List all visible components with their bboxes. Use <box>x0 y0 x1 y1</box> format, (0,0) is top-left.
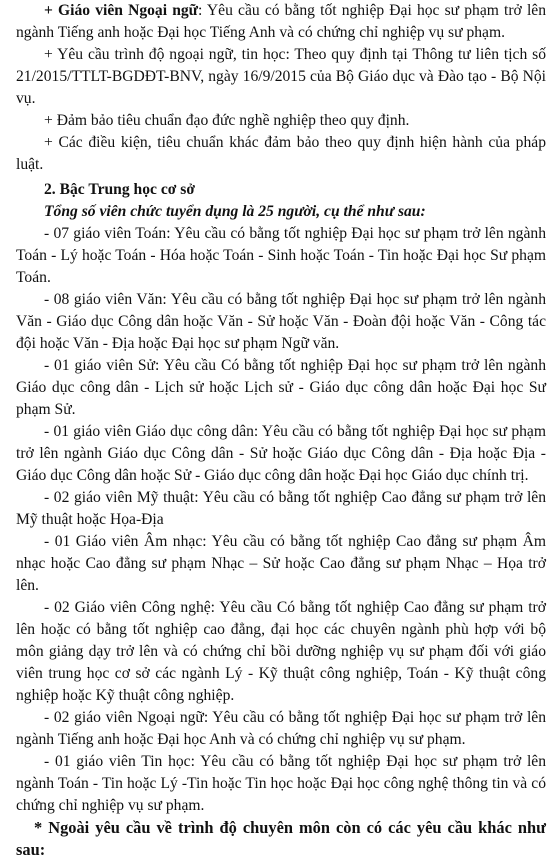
paragraph-foreign-language-teacher <box>16 0 546 44</box>
paragraph-ethics-standard: + Đảm bảo tiêu chuẩn đạo đức nghề nghiệp theo quy định. <box>44 112 410 129</box>
paragraph-other-conditions: + Các điều kiện, tiêu chuẩn khác đảm bảo theo quy định hiện hành của pháp luật. <box>16 134 546 173</box>
list-item: - 02 Giáo viên Công nghệ: Yêu cầu Có bằng tốt nghiệp Cao đẳng sư phạm trở lên hoặc có bằng tốt nghiệp cao đẳng, đại học các chuyên ngành phù hợp với bộ môn giảng dạy trở lên và có chứng chỉ bồi dưỡng nghiệp vụ sư phạm đối với giáo viên trung học cơ sở các ngành Lý - Kỹ thuật công nghiệp, Toán - Kỹ thuật công nghiệp hoặc Kỹ thuật công nghiệp. <box>16 599 546 704</box>
list-item: - 01 giáo viên Tin học: Yêu cầu có bằng tốt nghiệp Đại học sư phạm trở lên ngành Toán - Tin hoặc Lý -Tin hoặc Tin học hoặc Đại học công nghệ thông tin và có chứng chỉ nghiệp vụ sư phạm. <box>16 753 546 814</box>
bold-label: + Giáo viên Ngoại ngữ <box>44 2 199 19</box>
list-item: - 02 giáo viên Ngoại ngữ: Yêu cầu có bằng tốt nghiệp Đại học sư phạm trở lên ngành Tiếng anh hoặc Đại học Anh và có chứng chỉ nghiệp vụ sư phạm. <box>16 709 546 748</box>
list-item: - 07 giáo viên Toán: Yêu cầu có bằng tốt nghiệp Đại học sư phạm trở lên ngành Toán - Lý hoặc Toán - Hóa hoặc Toán - Sinh hoặc Toán - Tin hoặc Đại học Sư phạm Toán. <box>16 225 546 286</box>
list-item: - 08 giáo viên Văn: Yêu cầu có bằng tốt nghiệp Đại học sư phạm trở lên ngành Văn - Giáo dục Công dân hoặc Văn - Sử hoặc Văn - Đoàn đội hoặc Văn - Công tác đội hoặc Văn - Địa hoặc Đại học sư phạm Ngữ văn. <box>16 291 546 352</box>
section-summary: Tổng số viên chức tuyển dụng là 25 người, cụ thể như sau: <box>44 203 426 220</box>
final-note: * Ngoài yêu cầu về trình độ chuyên môn còn có các yêu cầu khác như sau: <box>16 818 546 859</box>
paragraph-language-it-requirement: + Yêu cầu trình độ ngoại ngữ, tin học: Theo quy định tại Thông tư liên tịch số 21/2015/TTLT-BGDĐT-BNV, ngày 16/9/2015 của Bộ Giáo dục và Đào tạo - Bộ Nội vụ. <box>16 46 546 107</box>
list-item: - 02 giáo viên Mỹ thuật: Yêu cầu có bằng tốt nghiệp Cao đẳng sư phạm trở lên Mỹ thuật hoặc Họa-Địa <box>16 489 546 528</box>
list-item: - 01 giáo viên Sử: Yêu cầu Có bằng tốt nghiệp Đại học sư phạm trở lên ngành Giáo dục công dân - Lịch sử hoặc Lịch sử - Giáo dục công dân hoặc Đại học Sư phạm Sử. <box>16 357 546 418</box>
list-item: - 01 giáo viên Giáo dục công dân: Yêu cầu có bằng tốt nghiệp Đại học sư phạm trở lên ngành Giáo dục Công dân - Sử hoặc Giáo dục Công dân - Địa hoặc Địa - Giáo dục Công dân hoặc Sử - Giáo dục công dân hoặc Đại học Giáo dục chính trị. <box>16 423 546 484</box>
section-heading: 2. Bậc Trung học cơ sở <box>44 181 195 198</box>
list-item: - 01 Giáo viên Âm nhạc: Yêu cầu có bằng tốt nghiệp Cao đẳng sư phạm Âm nhạc hoặc Cao đẳng sư phạm Nhạc – Sử hoặc Cao đẳng sư phạm Nhạc – Họa trở lên. <box>16 533 546 594</box>
paragraph-text: : Yêu cầu có bằng tốt nghiệp Đại học sư phạm trở lên ngành Tiếng anh hoặc Đại học Tiếng Anh và có chứng chỉ nghiệp vụ sư phạm. <box>16 2 546 41</box>
